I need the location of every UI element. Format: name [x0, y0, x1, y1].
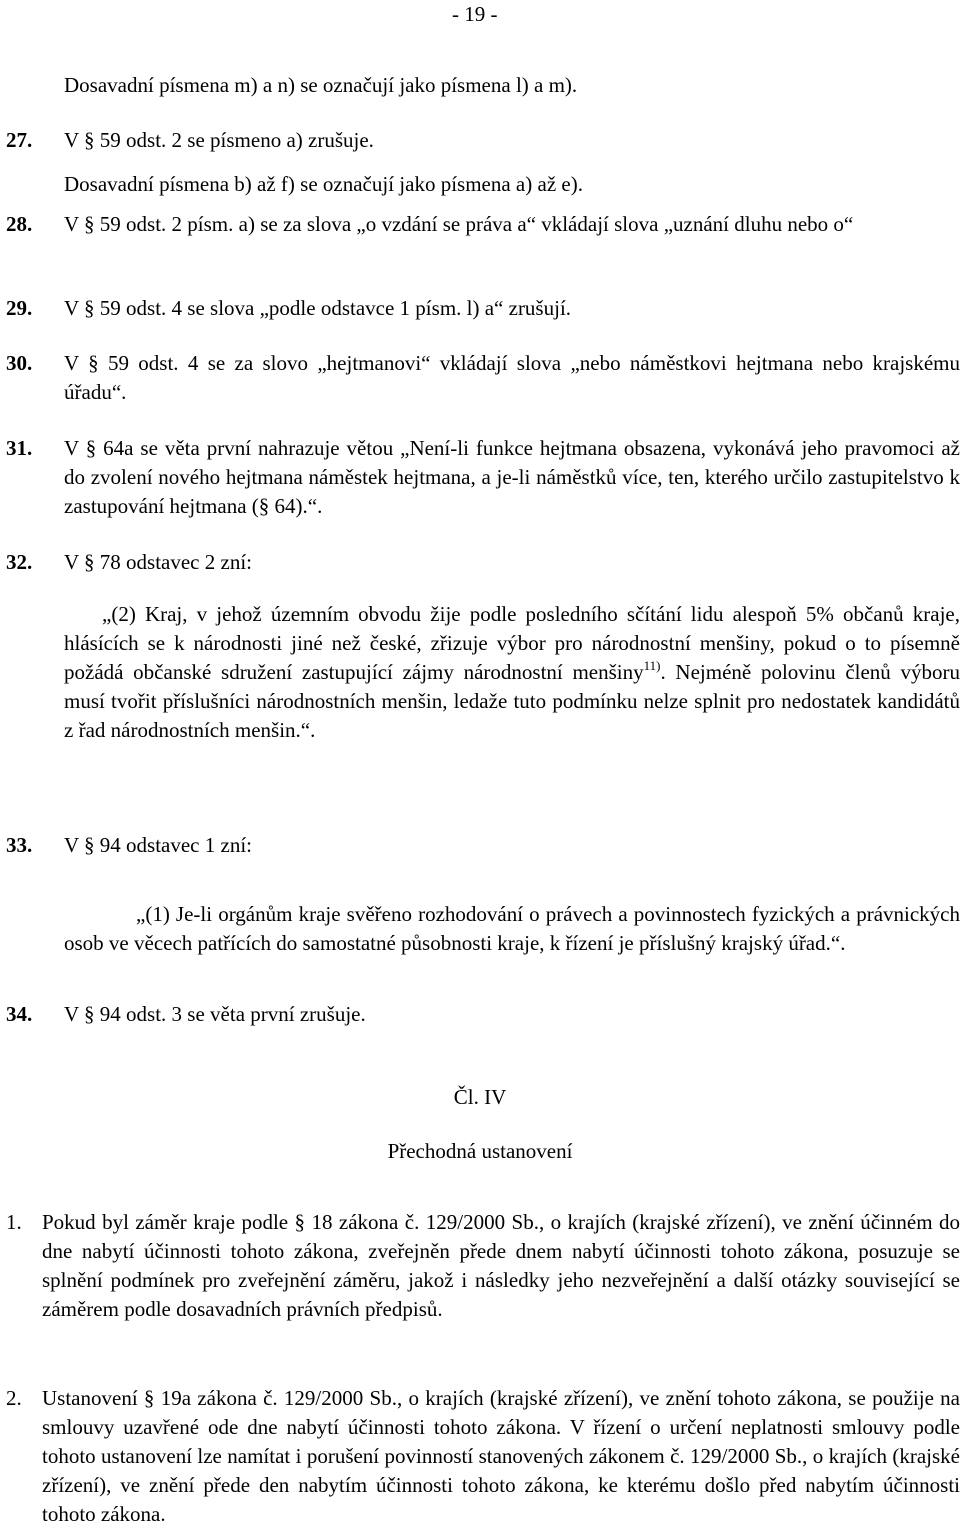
item-text: V § 59 odst. 4 se slova „podle odstavce 1 písm. l) a“ zrušují. [64, 296, 572, 320]
quoted-paragraph: „(1) Je-li orgánům kraje svěřeno rozhodování o právech a povinnostech fyzických a právnických osob ve věcech patřících do samostatné působnosti kraje, k řízení je příslušný krajský úřad.“. [64, 902, 960, 955]
item-number: 31. [6, 436, 33, 460]
provision-text: Ustanovení § 19a zákona č. 129/2000 Sb., o krajích (krajské zřízení), ve znění tohoto zákona, se použije na smlouvy uzavřené ode dne nabytí účinnosti tohoto zákona. V řízení o určení neplatnosti smlouvy podle tohoto ustanovení lze namítat i porušení povinností stanovených zákonem č. 129/2000 Sb., o krajích (krajské zřízení), ve znění přede den nabytím účinnosti tohoto zákona, ke kterému došlo před nabytím účinnosti tohoto zákona. [42, 1386, 960, 1526]
quote-text: . Nejméně polovinu členů výboru musí tvořit příslušníci národnostních menšin, ledaže tuto podmínku nelze splnit pro nedostatek kandidátů z řad národnostních menšin.“. [64, 660, 960, 742]
article-heading: Čl. IV [453, 1085, 507, 1109]
item-text: V § 94 odstavec 1 zní: [64, 833, 252, 857]
item-text: V § 78 odstavec 2 zní: [64, 550, 252, 574]
item-text: V § 94 odst. 3 se věta první zrušuje. [64, 1002, 366, 1026]
item-number: 30. [6, 351, 33, 375]
item-text: V § 59 odst. 4 se za slovo „hejtmanovi“ vkládají slova „nebo náměstkovi hejtmana nebo krajskému úřadu“. [64, 351, 960, 404]
provision-number: 1. [6, 1210, 22, 1234]
item-text: V § 59 odst. 2 písm. a) se za slova „o vzdání se práva a“ vkládají slova „uznání dluhu nebo o“ [64, 212, 854, 236]
article-title: Přechodná ustanovení [387, 1139, 573, 1163]
quoted-paragraph [64, 600, 960, 745]
footnote-reference: 11) [643, 658, 661, 673]
provision-number: 2. [6, 1386, 22, 1410]
quote-text: „(2) Kraj, v jehož územním obvodu žije podle posledního sčítání lidu alespoň 5% občanů kraje, hlásících se k národnosti jiné než české, zřizuje výbor pro národnostní menšiny, pokud o to písemně požádá občanské sdružení zastupující zájmy národnostní menšiny [64, 602, 960, 684]
item-number: 27. [6, 128, 33, 152]
item-number: 29. [6, 296, 33, 320]
item-text: Dosavadní písmena b) až f) se označují jako písmena a) až e). [64, 172, 583, 196]
item-text: V § 64a se věta první nahrazuje větou „Není-li funkce hejtmana obsazena, vykonává jeho pravomoci až do zvolení nového hejtmana náměstek hejtmana, a je-li náměstků více, ten, kterého určilo zastupitelstvo k zastupování hejtmana (§ 64).“. [64, 436, 960, 518]
intro-line: Dosavadní písmena m) a n) se označují jako písmena l) a m). [64, 73, 578, 97]
item-number: 32. [6, 550, 33, 574]
item-number: 34. [6, 1002, 33, 1026]
item-number: 33. [6, 833, 33, 857]
provision-text: Pokud byl záměr kraje podle § 18 zákona č. 129/2000 Sb., o krajích (krajské zřízení), ve znění účinném do dne nabytí účinnosti tohoto zákona, zveřejněn přede dnem nabytí účinnosti tohoto zákona, posuzuje se splnění podmínek pro zveřejnění záměru, jakož i následky jeho nezveřejnění a další otázky související se záměrem podle dosavadních právních předpisů. [42, 1210, 960, 1321]
item-text: V § 59 odst. 2 se písmeno a) zrušuje. [64, 128, 374, 152]
page-number: - 19 - [452, 2, 498, 26]
item-number: 28. [6, 212, 33, 236]
